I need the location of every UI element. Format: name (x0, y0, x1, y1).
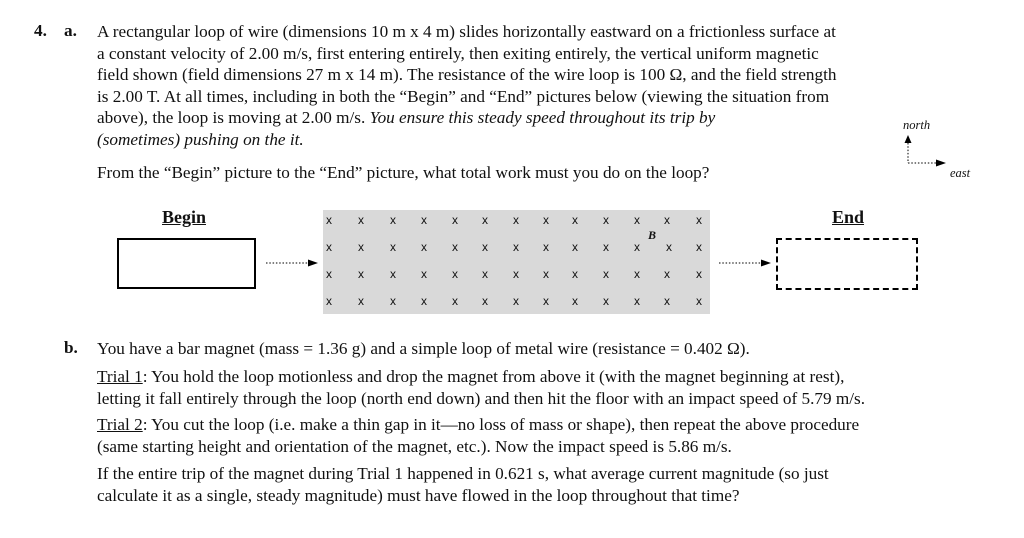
trial-1-label: Trial 1 (97, 367, 143, 386)
end-label: End (832, 207, 865, 227)
part-a-line-6: (sometimes) pushing on the it. (97, 130, 304, 149)
compass-east-label: east (950, 166, 971, 180)
field-x-mark: x (572, 267, 578, 281)
trial-2-line-2: (same starting height and orientation of the magnet, etc.). Now the impact speed is 5.86 m/s. (97, 436, 732, 456)
trial-1-line-2: letting it fall entirely through the loop (north end down) and then hit the floor with an impact speed of 5.79 m/s. (97, 388, 866, 408)
field-x-mark: x (390, 267, 396, 281)
field-x-mark: x (634, 240, 640, 254)
field-x-mark: x (482, 294, 488, 308)
part-a-italic-instruction: You ensure this steady speed throughout its trip by (369, 108, 716, 128)
field-x-mark: x (634, 267, 640, 281)
part-a-line-2: a constant velocity of 2.00 m/s, first entering entirely, then exiting entirely, the vertical uniform magnetic (97, 43, 819, 63)
compass-arrows-icon (900, 133, 950, 173)
field-x-mark: x (603, 267, 609, 281)
field-x-mark: x (543, 294, 549, 308)
trial-2-text-1: : You cut the loop (i.e. make a thin gap in it—no loss of mass or shape), then repeat the above procedure (142, 415, 860, 434)
field-x-mark: x (326, 240, 332, 254)
part-b-question-line-1: If the entire trip of the magnet during Trial 1 happened in 0.621 s, what average current magnitude (so just (97, 464, 829, 483)
part-b-intro: You have a bar magnet (mass = 1.36 g) and a simple loop of metal wire (resistance = 0.402 Ω). (97, 339, 750, 358)
field-x-mark: x (452, 294, 458, 308)
field-x-mark: x (358, 294, 364, 308)
field-x-mark: x (421, 267, 427, 281)
field-x-mark: x (664, 267, 670, 281)
trial-1-text-1: : You hold the loop motionless and drop the magnet from above it (with the magnet beginning at rest), (142, 367, 845, 386)
field-x-mark: x (572, 294, 578, 308)
field-x-mark: x (326, 294, 332, 308)
magnetic-field-region (323, 210, 710, 314)
field-x-mark: x (664, 213, 670, 227)
begin-loop (117, 238, 256, 289)
field-x-mark: x (572, 213, 578, 227)
trial-2-label: Trial 2 (97, 415, 143, 434)
field-x-mark: x (666, 240, 672, 254)
field-x-mark: x (513, 294, 519, 308)
field-x-mark: x (326, 213, 332, 227)
field-x-mark: x (696, 213, 702, 227)
part-a-line-3: field shown (field dimensions 27 m x 14 m). The resistance of the wire loop is 100 Ω, and the field strength (97, 65, 837, 85)
field-x-mark: x (572, 240, 578, 254)
field-x-mark: x (358, 267, 364, 281)
field-x-mark: x (543, 267, 549, 281)
field-x-mark: x (390, 240, 396, 254)
field-x-mark: x (603, 213, 609, 227)
field-b-label: B (648, 228, 657, 242)
field-x-mark: x (421, 213, 427, 227)
field-x-mark: x (513, 213, 519, 227)
field-x-mark: x (543, 240, 549, 254)
field-x-mark: x (358, 213, 364, 227)
arrow-right-icon (717, 257, 773, 269)
question-number: 4. (34, 21, 47, 40)
part-a-line-5-text: above), the loop is moving at 2.00 m/s. (97, 108, 370, 128)
part-b-label: b. (64, 338, 78, 357)
field-x-mark: x (543, 213, 549, 227)
field-x-mark: x (513, 267, 519, 281)
field-x-mark: x (696, 294, 702, 308)
trial-2-line-1 (97, 414, 859, 436)
field-x-mark: x (326, 267, 332, 281)
field-x-mark: x (664, 294, 670, 308)
end-loop (776, 238, 918, 290)
field-x-mark: x (513, 240, 519, 254)
field-x-mark: x (358, 240, 364, 254)
compass-north-label: north (903, 118, 931, 132)
part-a-line-1: A rectangular loop of wire (dimensions 10 m x 4 m) slides horizontally eastward on a frictionless surface at (97, 22, 836, 41)
part-b-question-line-2: calculate it as a single, steady magnitude) must have flowed in the loop throughout that time? (97, 485, 740, 505)
part-a-line-4: is 2.00 T. At all times, including in both the “Begin” and “End” pictures below (viewing the situation from (97, 86, 830, 106)
field-x-mark: x (482, 267, 488, 281)
field-x-mark: x (696, 267, 702, 281)
trial-1-line-1 (97, 366, 844, 388)
part-a-question: From the “Begin” picture to the “End” picture, what total work must you do on the loop? (97, 163, 710, 182)
field-x-mark: x (452, 213, 458, 227)
part-a-label: a. (64, 21, 77, 40)
field-x-mark: x (634, 213, 640, 227)
field-x-mark: x (634, 294, 640, 308)
field-x-mark: x (452, 240, 458, 254)
field-x-mark: x (421, 240, 427, 254)
field-x-mark: x (390, 294, 396, 308)
field-x-mark: x (482, 240, 488, 254)
field-x-mark: x (452, 267, 458, 281)
field-x-mark: x (696, 240, 702, 254)
begin-label: Begin (162, 207, 207, 227)
field-x-mark: x (390, 213, 396, 227)
field-x-mark: x (421, 294, 427, 308)
field-x-mark: x (482, 213, 488, 227)
arrow-right-icon (264, 257, 320, 269)
field-x-mark: x (603, 240, 609, 254)
part-a-line-5 (97, 107, 715, 129)
field-x-mark: x (603, 294, 609, 308)
